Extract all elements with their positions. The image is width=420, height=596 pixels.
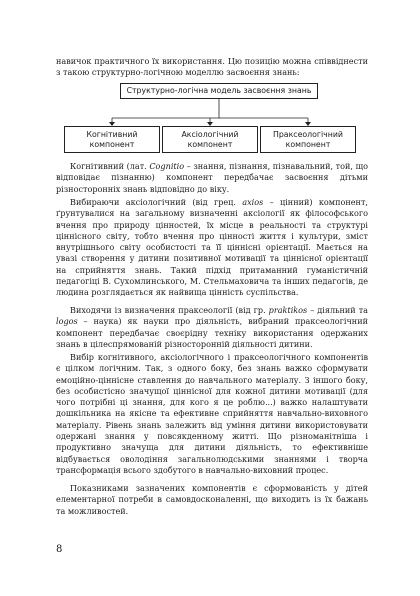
diagram-title: Структурно-логічна модель засвоєння знань: [126, 86, 312, 95]
text-run: – діяльний та: [307, 305, 368, 315]
axiological-component-box: [162, 126, 258, 153]
text-run: Вибираючи аксіологічний (від грец.: [70, 197, 243, 207]
text-run: Виходячи із визначення праксеології (від гр.: [70, 305, 269, 315]
text-run: Когнітивний (лат.: [70, 161, 150, 171]
intro-paragraph: навичок практичного їх використання. Цю позицію можна співвіднести з такою структурно-логічною моделлю засвоєння знань:: [56, 56, 368, 78]
text-run: – знання, пізнання, пізнавальний, той, що відповідає пізнанню) компонент передбачає засвоєння дітьми різностороннix знань відповідно до віку.: [56, 161, 368, 194]
term-italic: axios: [242, 197, 264, 207]
praxeological-component-box: [260, 126, 356, 153]
diagram-title-box: [120, 83, 318, 99]
paragraph-indicators: Показниками зазначених компонентів є сформованість у дітей елементарної потреби в самовдосконаленні, що виходить із їх бажань та можливостей.: [56, 483, 368, 516]
text-run: – наука) як науки про діяльність, вибраний праксеологічний компонент передбачає своєрідну техніку використання одержаних знань в цілеспрямованій різносторонній діяльності дитини.: [56, 316, 368, 349]
paragraph-praxeological: [56, 305, 368, 350]
term-italic: logos: [56, 316, 78, 327]
cognitive-component-label: Когнітивний компонент: [86, 129, 138, 149]
praxeological-component-label: Праксеологічний компонент: [272, 129, 343, 149]
paragraph-components-choice: Вибір когнітивного, аксіологічного і праксеологічного компонентів є цілком логічним. Так, з одного боку, без знань важко сформувати емоційно-ціннісне ставлення до навчального матеріалу. З іншого боку, без особистісно значущої ціннісної для кожної дитини мотивації (для чого потрібні ці знання, для кого я це роблю...) важко налаштувати дошкільника на якісне та ефективне сприйняття навчально-виховного матеріалу. Рівень знань залежить від уміння дитини використовувати одержані знання у повсякденному житті. Що різноманітніша і продуктивно значуща для дитини діяльність, то ефективніше відбувається оволодіння загальнолюдськими знаннями і творча трансформація всього здобутого в навчально-виховний процес.: [56, 352, 368, 475]
paragraph-axiological: [56, 197, 368, 299]
axiological-component-label: Аксіологічний компонент: [181, 129, 239, 149]
cognitive-component-box: [64, 126, 160, 153]
term-italic: praktikos: [268, 305, 308, 315]
term-italic: Cognitio: [149, 161, 185, 171]
page-number: 8: [56, 544, 63, 555]
paragraph-cognitive: [56, 161, 368, 195]
text-run: – цінний) компонент, ґрунтувалися на загальному визначенні аксіології як філософського вчення про природу цінностей, їх місце в реальності та структурі ціннісного світу, тобто вчення про цінності життя і культури, зміст внутрішнього світу особистості та її ціннісні орієнтації. Мається на увазі створення у дитини позитивної мотивації та ціннісної орієнтації на сприйняття знань. Такий підхід притаманний гуманістичній педагогіці В. Сухомлинського, М. Стельмаховича та інших педагогів, де людина розглядається як найвища цінність суспільства.: [56, 197, 368, 298]
